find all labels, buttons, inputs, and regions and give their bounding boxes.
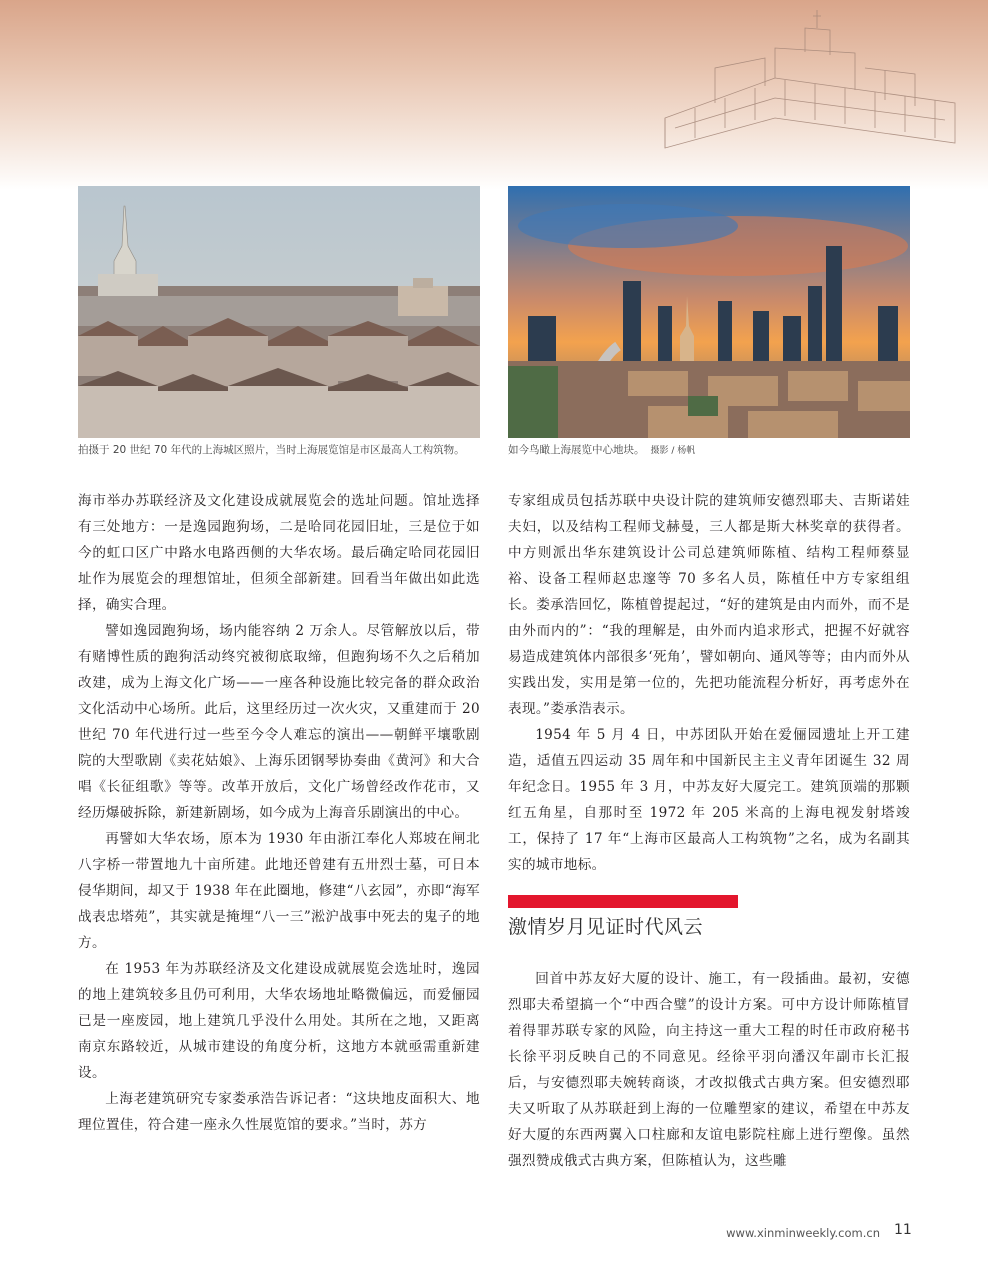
paragraph: 1954 年 5 月 4 日，中苏团队开始在爱俪园遗址上开工建造，适值五四运动 35 周年和中国新民主主义青年团诞生 32 周年纪念日。1955 年 3 月，中苏友好大厦完工。建筑顶端的那颗红五角星，自那时至 1972 年 205 米高的上海电视发射塔竣工，保持了 17 年“上海市区最高人工构筑物”之名，成为名副其实的城市地标。 — [508, 727, 910, 873]
exhibition-hall-sketch — [655, 8, 975, 158]
body-column-right — [508, 488, 910, 878]
paragraph: 上海老建筑研究专家娄承浩告诉记者：“这块地皮面积大、地理位置佳，符合建一座永久性展览馆的要求。”当时，苏方 — [78, 1091, 480, 1133]
paragraph: 专家组成员包括苏联中央设计院的建筑师安德烈耶夫、吉斯诺娃夫妇，以及结构工程师戈赫曼，三人都是斯大林奖章的获得者。中方则派出华东建筑设计公司总建筑师陈植、结构工程师蔡显裕、设备工程师赵忠邃等 70 多名人员，陈植任中方专家组组长。娄承浩回忆，陈植曾提起过，“好的建筑是由内而外，而不是由外而内的”：“我的理解是，由外而内追求形式，把握不好就容易造成建筑体内部很多‘死角’，譬如朝向、通风等等；由内而外从实践出发，实用是第一位的，先把功能流程分析好，再考虑外在表现。”娄承浩表示。 — [508, 493, 910, 717]
paragraph: 海市举办苏联经济及文化建设成就展览会的选址问题。馆址选择有三处地方：一是逸园跑狗场，二是哈同花园旧址，三是位于如今的虹口区广中路水电路西侧的大华农场。最后确定哈同花园旧址作为展览会的理想馆址，但须全部新建。回看当年做出如此选择，确实合理。 — [78, 493, 480, 613]
section-accent-bar — [508, 895, 738, 908]
body-column-left — [78, 488, 480, 1138]
photo-credit: 摄影 / 杨帆 — [650, 446, 696, 456]
caption-right-text: 如今鸟瞰上海展览中心地块。 — [508, 444, 645, 456]
paragraph: 再譬如大华农场，原本为 1930 年由浙江奉化人郑坡在闸北八字桥一带置地九十亩所建。此地还曾建有五卅烈士墓，可日本侵华期间，却又于 1938 年在此圈地，修建“八玄园”，亦即“海军战表忠塔苑”，其实就是掩埋“八一三”淞沪战事中死去的鬼子的地方。 — [78, 831, 480, 951]
section-heading: 激情岁月见证时代风云 — [508, 916, 704, 938]
paragraph: 回首中苏友好大厦的设计、施工，有一段插曲。最初，安德烈耶夫希望搞一个“中西合璧”的设计方案。可中方设计师陈植冒着得罪苏联专家的风险，向主持这一重大工程的时任市政府秘书长徐平羽反映自己的不同意见。经徐平羽向潘汉年副市长汇报后，与安德烈耶夫婉转商谈，才改拟俄式古典方案。但安德烈耶夫又听取了从苏联赶到上海的一位雕塑家的建议，希望在中苏友好大厦的东西两翼入口柱廊和友谊电影院柱廊上进行塑像。虽然强烈赞成俄式古典方案，但陈植认为，这些雕 — [508, 971, 910, 1169]
body-column-right-section — [508, 966, 910, 1174]
photo-aerial-exhibition-center — [508, 186, 910, 438]
paragraph: 在 1953 年为苏联经济及文化建设成就展览会选址时，逸园的地上建筑较多且仍可利用，大华农场地址略微偏远，而爱俪园已是一座废园，地上建筑几乎没什么用处。其所在之地，又距离南京东路较近，从城市建设的角度分析，这地方本就亟需重新建设。 — [78, 961, 480, 1081]
page-number: 11 — [894, 1222, 912, 1238]
footer-website-link[interactable]: www.xinminweekly.com.cn — [726, 1226, 880, 1240]
photo-caption-left — [78, 442, 465, 457]
paragraph: 譬如逸园跑狗场，场内能容纳 2 万余人。尽管解放以后，带有赌博性质的跑狗活动终究被彻底取缔，但跑狗场不久之后稍加改建，成为上海文化广场——一座各种设施比较完备的群众政治文化活动中心场所。此后，这里经历过一次火灾，又重建而于 20 世纪 70 年代进行过一些至今令人难忘的演出——朝鲜平壤歌剧院的大型歌剧《卖花姑娘》、上海乐团钢琴协奏曲《黄河》和大合唱《长征组歌》等等。改革开放后，文化广场曾经改作花市，又经历爆破拆除，新建新剧场，如今成为上海音乐剧演出的中心。 — [78, 623, 480, 821]
caption-left-text: 拍摄于 20 世纪 70 年代的上海城区照片，当时上海展览馆是市区最高人工构筑物。 — [78, 444, 465, 456]
photo-1970s-shanghai-city — [78, 186, 480, 438]
photo-caption-right — [508, 442, 695, 457]
